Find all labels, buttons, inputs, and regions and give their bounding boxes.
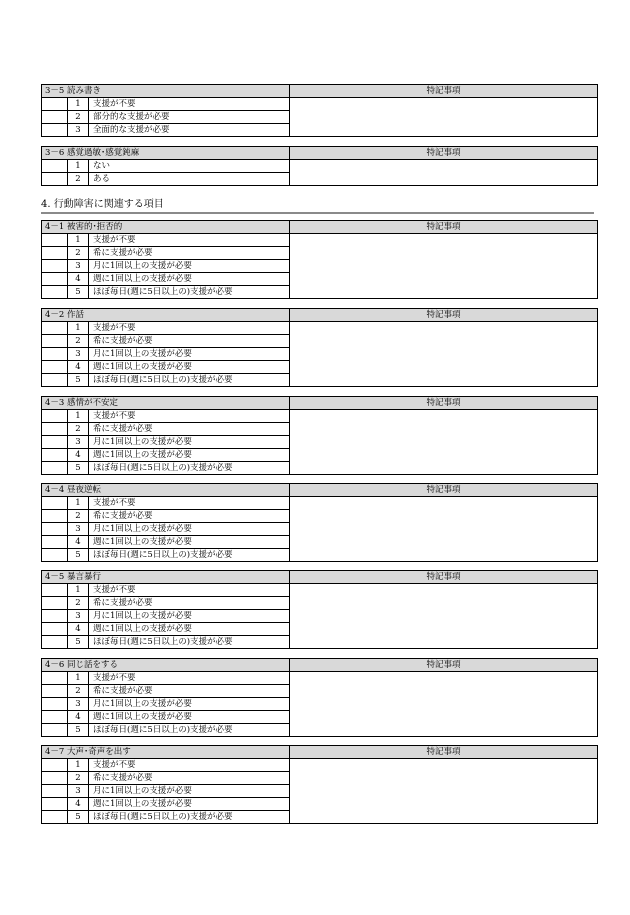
- special-notes-field[interactable]: [290, 322, 598, 387]
- item-name: 感覚過敏･感覚鈍麻: [67, 148, 140, 158]
- option-label: ない: [89, 160, 290, 173]
- option-number: 4: [68, 536, 89, 549]
- option-number: 2: [68, 772, 89, 785]
- assessment-item-table: [41, 84, 598, 137]
- option-label: 月に1回以上の支援が必要: [89, 610, 290, 623]
- selection-mark-cell[interactable]: [42, 785, 68, 798]
- selection-mark-cell[interactable]: [42, 772, 68, 785]
- option-number: 1: [68, 759, 89, 772]
- selection-mark-cell[interactable]: [42, 497, 68, 510]
- selection-mark-cell[interactable]: [42, 510, 68, 523]
- item-code: 4－1: [45, 222, 65, 232]
- selection-mark-cell[interactable]: [42, 759, 68, 772]
- item-header-row: [42, 659, 598, 672]
- option-number: 4: [68, 623, 89, 636]
- item-name: 大声･奇声を出す: [67, 747, 131, 757]
- section-4-heading: 4. 行動障害に関連する項目: [41, 199, 594, 214]
- item-header-row: [42, 85, 598, 98]
- option-number: 4: [68, 798, 89, 811]
- selection-mark-cell[interactable]: [42, 724, 68, 737]
- selection-mark-cell[interactable]: [42, 584, 68, 597]
- option-number: 2: [68, 111, 89, 124]
- option-label: 支援が不要: [89, 98, 290, 111]
- selection-mark-cell[interactable]: [42, 672, 68, 685]
- selection-mark-cell[interactable]: [42, 286, 68, 299]
- option-number: 1: [68, 584, 89, 597]
- option-number: 5: [68, 636, 89, 649]
- special-notes-header: 特記事項: [290, 571, 598, 584]
- option-number: 5: [68, 724, 89, 737]
- option-label: 希に支援が必要: [89, 597, 290, 610]
- item-title: [42, 571, 290, 584]
- selection-mark-cell[interactable]: [42, 260, 68, 273]
- item-name: 作話: [67, 310, 85, 320]
- option-number: 5: [68, 374, 89, 387]
- option-number: 1: [68, 160, 89, 173]
- item-name: 読み書き: [67, 86, 102, 96]
- option-label: 支援が不要: [89, 234, 290, 247]
- option-number: 4: [68, 449, 89, 462]
- selection-mark-cell[interactable]: [42, 111, 68, 124]
- option-row: [42, 322, 598, 335]
- option-label: 週に1回以上の支援が必要: [89, 798, 290, 811]
- option-number: 1: [68, 322, 89, 335]
- assessment-item-table: [41, 396, 598, 475]
- special-notes-header: 特記事項: [290, 147, 598, 160]
- option-label: 希に支援が必要: [89, 335, 290, 348]
- assessment-item-table: [41, 308, 598, 387]
- selection-mark-cell[interactable]: [42, 234, 68, 247]
- special-notes-header: 特記事項: [290, 659, 598, 672]
- option-number: 3: [68, 436, 89, 449]
- option-label: ある: [89, 173, 290, 186]
- option-row: [42, 98, 598, 111]
- option-row: [42, 497, 598, 510]
- option-label: 月に1回以上の支援が必要: [89, 260, 290, 273]
- item-header-row: [42, 484, 598, 497]
- selection-mark-cell[interactable]: [42, 348, 68, 361]
- selection-mark-cell[interactable]: [42, 273, 68, 286]
- assessment-item-table: [41, 220, 598, 299]
- item-name: 暴言暴行: [67, 572, 102, 582]
- option-label: ほぼ毎日(週に5日以上の)支援が必要: [89, 462, 290, 475]
- selection-mark-cell[interactable]: [42, 436, 68, 449]
- special-notes-header: 特記事項: [290, 484, 598, 497]
- option-number: 4: [68, 711, 89, 724]
- option-row: [42, 234, 598, 247]
- option-label: 支援が不要: [89, 497, 290, 510]
- option-label: 希に支援が必要: [89, 772, 290, 785]
- option-number: 2: [68, 597, 89, 610]
- item-code: 4－4: [45, 485, 65, 495]
- item-name: 被害的･拒否的: [67, 222, 123, 232]
- special-notes-header: 特記事項: [290, 309, 598, 322]
- selection-mark-cell[interactable]: [42, 610, 68, 623]
- option-row: [42, 759, 598, 772]
- special-notes-header: 特記事項: [290, 397, 598, 410]
- selection-mark-cell[interactable]: [42, 160, 68, 173]
- option-label: 部分的な支援が必要: [89, 111, 290, 124]
- option-label: 支援が不要: [89, 672, 290, 685]
- item-title: [42, 85, 290, 98]
- option-number: 5: [68, 286, 89, 299]
- item-header-row: [42, 571, 598, 584]
- selection-mark-cell[interactable]: [42, 410, 68, 423]
- special-notes-header: 特記事項: [290, 746, 598, 759]
- assessment-item-table: [41, 483, 598, 562]
- option-label: 週に1回以上の支援が必要: [89, 536, 290, 549]
- special-notes-header: 特記事項: [290, 85, 598, 98]
- selection-mark-cell[interactable]: [42, 98, 68, 111]
- selection-mark-cell[interactable]: [42, 811, 68, 824]
- selection-mark-cell[interactable]: [42, 636, 68, 649]
- option-row: [42, 672, 598, 685]
- option-number: 3: [68, 785, 89, 798]
- special-notes-header: 特記事項: [290, 221, 598, 234]
- assessment-item-table: [41, 745, 598, 824]
- special-notes-field[interactable]: [290, 410, 598, 475]
- item-code: 4－5: [45, 572, 65, 582]
- item-code: 3－6: [45, 148, 65, 158]
- option-label: 希に支援が必要: [89, 510, 290, 523]
- option-label: 週に1回以上の支援が必要: [89, 711, 290, 724]
- item-title: [42, 746, 290, 759]
- option-number: 2: [68, 510, 89, 523]
- selection-mark-cell[interactable]: [42, 597, 68, 610]
- special-notes-field[interactable]: [290, 672, 598, 737]
- option-label: ほぼ毎日(週に5日以上の)支援が必要: [89, 374, 290, 387]
- option-label: ほぼ毎日(週に5日以上の)支援が必要: [89, 724, 290, 737]
- item-title: [42, 397, 290, 410]
- selection-mark-cell[interactable]: [42, 335, 68, 348]
- option-row: [42, 584, 598, 597]
- selection-mark-cell[interactable]: [42, 173, 68, 186]
- option-label: 週に1回以上の支援が必要: [89, 361, 290, 374]
- selection-mark-cell[interactable]: [42, 623, 68, 636]
- item-header-row: [42, 221, 598, 234]
- option-number: 2: [68, 423, 89, 436]
- option-number: 1: [68, 497, 89, 510]
- option-label: ほぼ毎日(週に5日以上の)支援が必要: [89, 636, 290, 649]
- item-name: 同じ話をする: [67, 660, 119, 670]
- option-label: 希に支援が必要: [89, 423, 290, 436]
- option-label: 月に1回以上の支援が必要: [89, 698, 290, 711]
- option-number: 3: [68, 523, 89, 536]
- item-header-row: [42, 397, 598, 410]
- option-label: 月に1回以上の支援が必要: [89, 785, 290, 798]
- option-number: 1: [68, 234, 89, 247]
- special-notes-field[interactable]: [290, 759, 598, 824]
- option-number: 5: [68, 462, 89, 475]
- item-header-row: [42, 147, 598, 160]
- option-label: 週に1回以上の支援が必要: [89, 273, 290, 286]
- item-code: 4－7: [45, 747, 65, 757]
- option-number: 1: [68, 672, 89, 685]
- option-number: 5: [68, 549, 89, 562]
- selection-mark-cell[interactable]: [42, 711, 68, 724]
- option-label: 週に1回以上の支援が必要: [89, 623, 290, 636]
- option-number: 4: [68, 273, 89, 286]
- option-label: ほぼ毎日(週に5日以上の)支援が必要: [89, 811, 290, 824]
- item-title: [42, 309, 290, 322]
- item-header-row: [42, 746, 598, 759]
- item-code: 4－6: [45, 660, 65, 670]
- option-number: 3: [68, 260, 89, 273]
- option-number: 3: [68, 610, 89, 623]
- option-number: 3: [68, 698, 89, 711]
- option-number: 3: [68, 348, 89, 361]
- selection-mark-cell[interactable]: [42, 124, 68, 137]
- selection-mark-cell[interactable]: [42, 549, 68, 562]
- special-notes-field[interactable]: [290, 98, 598, 137]
- option-number: 4: [68, 361, 89, 374]
- option-label: 支援が不要: [89, 759, 290, 772]
- option-label: 希に支援が必要: [89, 685, 290, 698]
- selection-mark-cell[interactable]: [42, 449, 68, 462]
- special-notes-field[interactable]: [290, 584, 598, 649]
- option-number: 2: [68, 335, 89, 348]
- item-header-row: [42, 309, 598, 322]
- assessment-item-table: [41, 658, 598, 737]
- selection-mark-cell[interactable]: [42, 322, 68, 335]
- item-name: 昼夜逆転: [67, 485, 102, 495]
- selection-mark-cell[interactable]: [42, 523, 68, 536]
- option-number: 5: [68, 811, 89, 824]
- option-number: 1: [68, 410, 89, 423]
- selection-mark-cell[interactable]: [42, 462, 68, 475]
- option-number: 2: [68, 247, 89, 260]
- option-row: [42, 160, 598, 173]
- selection-mark-cell[interactable]: [42, 536, 68, 549]
- option-label: ほぼ毎日(週に5日以上の)支援が必要: [89, 549, 290, 562]
- item-title: [42, 221, 290, 234]
- option-label: 月に1回以上の支援が必要: [89, 436, 290, 449]
- option-label: 希に支援が必要: [89, 247, 290, 260]
- assessment-item-table: [41, 570, 598, 649]
- option-row: [42, 410, 598, 423]
- special-notes-field[interactable]: [290, 160, 598, 186]
- option-label: 週に1回以上の支援が必要: [89, 449, 290, 462]
- selection-mark-cell[interactable]: [42, 798, 68, 811]
- assessment-item-table: [41, 146, 598, 186]
- item-code: 4－2: [45, 310, 65, 320]
- selection-mark-cell[interactable]: [42, 698, 68, 711]
- option-label: 全面的な支援が必要: [89, 124, 290, 137]
- item-title: [42, 484, 290, 497]
- option-number: 2: [68, 173, 89, 186]
- selection-mark-cell[interactable]: [42, 685, 68, 698]
- option-label: 月に1回以上の支援が必要: [89, 523, 290, 536]
- selection-mark-cell[interactable]: [42, 361, 68, 374]
- item-name: 感情が不安定: [67, 398, 119, 408]
- option-number: 2: [68, 685, 89, 698]
- option-label: 支援が不要: [89, 584, 290, 597]
- option-label: 支援が不要: [89, 410, 290, 423]
- option-label: 支援が不要: [89, 322, 290, 335]
- special-notes-field[interactable]: [290, 234, 598, 299]
- item-code: 3－5: [45, 86, 65, 96]
- option-label: 月に1回以上の支援が必要: [89, 348, 290, 361]
- item-title: [42, 659, 290, 672]
- selection-mark-cell[interactable]: [42, 247, 68, 260]
- special-notes-field[interactable]: [290, 497, 598, 562]
- selection-mark-cell[interactable]: [42, 374, 68, 387]
- option-label: ほぼ毎日(週に5日以上の)支援が必要: [89, 286, 290, 299]
- item-code: 4－3: [45, 398, 65, 408]
- option-number: 1: [68, 98, 89, 111]
- item-title: [42, 147, 290, 160]
- selection-mark-cell[interactable]: [42, 423, 68, 436]
- option-number: 3: [68, 124, 89, 137]
